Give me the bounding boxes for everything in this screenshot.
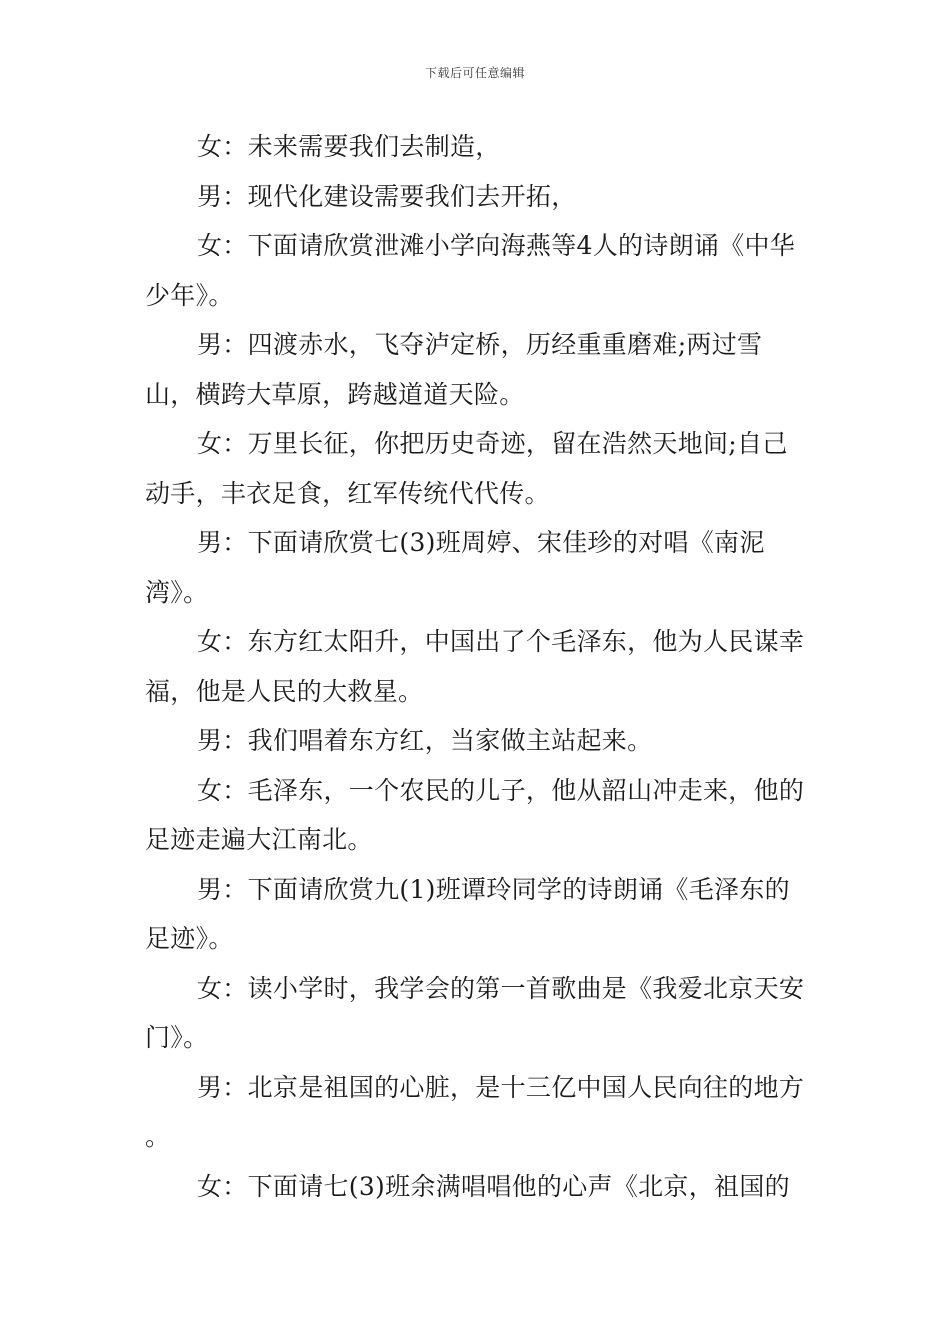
paragraph: 男：下面请欣赏七(3)班周婷、宋佳珍的对唱《南泥湾》。 — [145, 528, 765, 607]
paragraph: 男：下面请欣赏九(1)班谭玲同学的诗朗诵《毛泽东的足迹》。 — [145, 874, 790, 953]
paragraph: 女：下面请欣赏泄滩小学向海燕等4人的诗朗诵《中华少年》。 — [145, 231, 796, 310]
paragraph: 男：四渡赤水，飞夺泸定桥，历经重重磨难;两过雪山，横跨大草原，跨越道道天险。 — [145, 330, 763, 409]
paragraph: 男：我们唱着东方红，当家做主站起来。 — [197, 726, 653, 755]
paragraph: 男：北京是祖国的心脏，是十三亿中国人民向往的地方 。 — [145, 1072, 805, 1151]
paragraph: 女：万里长征，你把历史奇迹，留在浩然天地间;自己动手，丰衣足食，红军传统代代传。 — [145, 429, 788, 508]
paragraph: 女：读小学时，我学会的第一首歌曲是《我爱北京天安门》。 — [145, 973, 805, 1052]
paragraph: 女：毛泽东，一个农民的儿子，他从韶山冲走来，他的足迹走遍大江南北。 — [145, 775, 805, 854]
page-header: 下载后可任意编辑 — [424, 66, 525, 80]
document-body — [145, 122, 810, 1211]
paragraph: 男：现代化建设需要我们去开拓， — [197, 181, 577, 211]
paragraph: 女：未来需要我们去制造， — [197, 132, 501, 161]
paragraph: 女：下面请七(3)班余满唱唱他的心声《北京，祖国的 — [197, 1171, 790, 1201]
paragraph: 女：东方红太阳升，中国出了个毛泽东，他为人民谋幸福，他是人民的大救星。 — [145, 627, 805, 706]
